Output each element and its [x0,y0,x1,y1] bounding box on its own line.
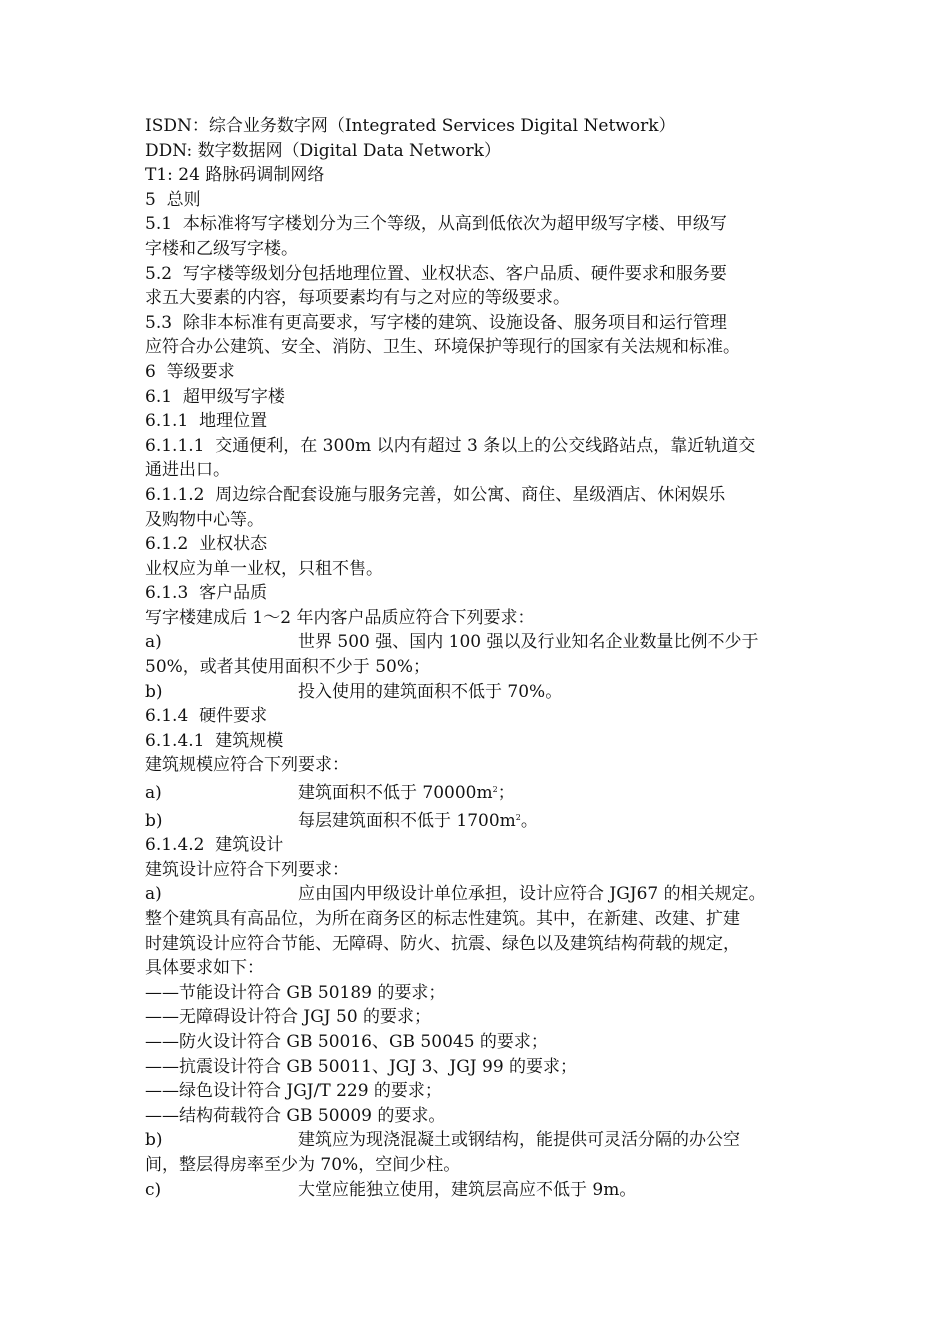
list-item [145,1128,810,1153]
text-line: 求五大要素的内容，每项要素均有与之对应的等级要求。 [145,288,570,309]
list-marker: a) [145,884,162,905]
text-line: 应符合办公建筑、安全、消防、卫生、环境保护等现行的国家有关法规和标准。 [145,337,740,358]
text-line: 6.1.1.1 交通便利，在 300m 以内有超过 3 条以上的公交线路站点，靠近轨道交 [145,435,756,456]
list-item [145,680,810,705]
list-text: 投入使用的建筑面积不低于 70%。 [298,681,563,702]
list-text-end: 。 [520,810,538,831]
list-marker: b) [145,810,163,831]
list-item [145,806,810,834]
list-text: 大堂应能独立使用，建筑层高应不低于 9m。 [298,1179,637,1200]
list-text: 每层建筑面积不低于 1700m [298,810,516,831]
text-line: ——绿色设计符合 JGJ/T 229 的要求； [145,1081,442,1102]
text-line: 6.1.3 客户品质 [145,583,268,604]
text-line: 6.1.1 地理位置 [145,411,268,432]
text-line: 50%，或者其使用面积不少于 50%； [145,657,430,678]
text-line: 写字楼建成后 1～2 年内客户品质应符合下列要求： [145,607,535,628]
list-marker: a) [145,632,162,653]
superscript: 2 [492,785,498,795]
list-text: 应由国内甲级设计单位承担，设计应符合 JGJ67 的相关规定。 [298,884,766,905]
list-marker: a) [145,783,162,804]
list-item [145,630,810,655]
text-line: T1: 24 路脉码调制网络 [145,165,325,186]
list-text: 建筑面积不低于 70000m [298,783,493,804]
text-line: ——抗震设计符合 GB 50011、JGJ 3、JGJ 99 的要求； [145,1056,578,1077]
text-line: DDN: 数字数据网（Digital Data Network） [145,140,501,161]
text-line: 6.1.2 业权状态 [145,534,268,555]
text-line: 5.3 除非本标准有更高要求，写字楼的建筑、设施设备、服务项目和运行管理 [145,312,727,333]
text-line: 5 总则 [145,189,201,210]
text-line: 建筑设计应符合下列要求： [145,859,349,880]
text-line: 5.1 本标准将写字楼划分为三个等级，从高到低依次为超甲级写字楼、甲级写 [145,214,727,235]
text-line: 5.2 写字楼等级划分包括地理位置、业权状态、客户品质、硬件要求和服务要 [145,263,727,284]
text-line: 业权应为单一业权，只租不售。 [145,558,383,579]
list-item [145,1178,810,1203]
superscript: 2 [515,812,521,822]
text-line: ——防火设计符合 GB 50016、GB 50045 的要求； [145,1031,548,1052]
list-text: 世界 500 强、国内 100 强以及行业知名企业数量比例不少于 [298,632,759,653]
text-line: 及购物中心等。 [145,509,264,530]
document-page [145,114,810,1202]
text-line: 整个建筑具有高品位，为所在商务区的标志性建筑。其中，在新建、改建、扩建 [145,909,740,929]
text-line: 间，整层得房率至少为 70%，空间少柱。 [145,1154,461,1175]
text-line: 6.1.4 硬件要求 [145,706,268,727]
list-marker: c) [145,1179,162,1200]
text-line: 6.1.4.1 建筑规模 [145,730,284,751]
text-line: 时建筑设计应符合节能、无障碍、防火、抗震、绿色以及建筑结构荷载的规定， [145,933,740,954]
text-line: ——无障碍设计符合 JGJ 50 的要求； [145,1007,432,1028]
text-line: 通进出口。 [145,460,230,481]
text-line: 6.1 超甲级写字楼 [145,386,285,407]
list-text-end: ； [497,783,515,804]
text-line: 建筑规模应符合下列要求： [145,755,349,776]
text-line: ISDN：综合业务数字网（Integrated Services Digital Network） [145,116,676,136]
list-item [145,882,810,907]
text-line: 具体要求如下： [145,958,264,979]
list-marker: b) [145,681,163,702]
text-line: 6 等级要求 [145,361,235,382]
list-item [145,778,810,806]
text-line: 6.1.1.2 周边综合配套设施与服务完善，如公寓、商住、星级酒店、休闲娱乐 [145,484,726,505]
text-line: ——结构荷载符合 GB 50009 的要求。 [145,1105,446,1126]
list-text: 建筑应为现浇混凝土或钢结构，能提供可灵活分隔的办公空 [298,1130,740,1151]
list-marker: b) [145,1130,163,1151]
text-line: 字楼和乙级写字楼。 [145,238,298,259]
text-line: ——节能设计符合 GB 50189 的要求； [145,982,446,1003]
text-line: 6.1.4.2 建筑设计 [145,835,284,856]
